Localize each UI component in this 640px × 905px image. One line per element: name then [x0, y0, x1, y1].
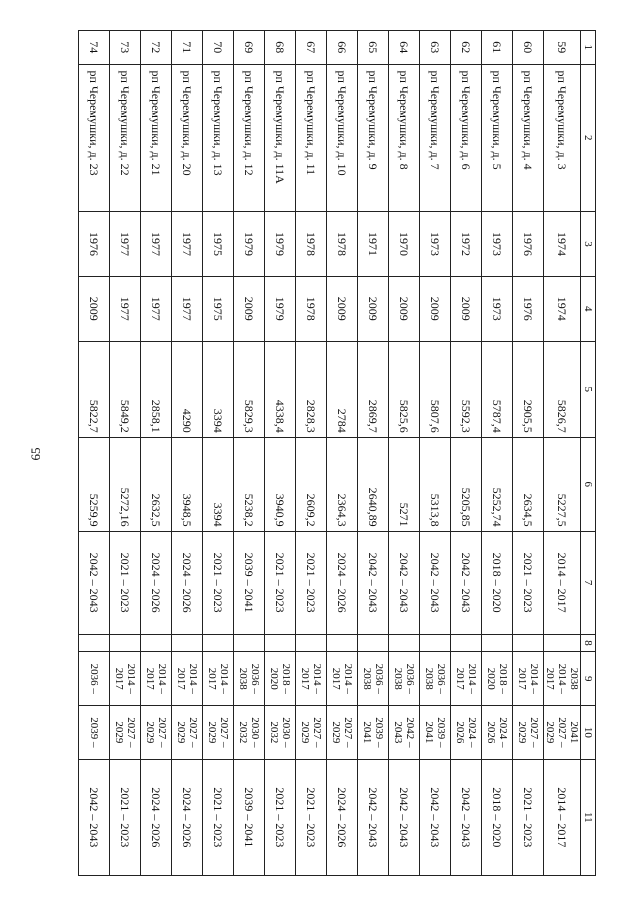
address-cell: рп Черемушки, д. 10	[327, 64, 358, 212]
column-header: 5	[581, 341, 596, 437]
period-cell	[358, 706, 389, 760]
table-row	[482, 31, 513, 876]
cell-line: 2042 –	[404, 717, 416, 748]
area-living-cell: 3394	[203, 437, 234, 531]
year-cell: 1978	[296, 276, 327, 341]
area-total-cell: 2828,3	[296, 341, 327, 437]
address-cell: рп Черемушки, д. 11А	[265, 64, 296, 212]
table-row	[141, 31, 172, 876]
period-cell	[110, 706, 141, 760]
cell-line: 2018 –	[497, 663, 509, 694]
cell-line: 2038	[423, 667, 435, 690]
empty-cell	[327, 634, 358, 652]
empty-cell	[172, 634, 203, 652]
area-total-cell: 2869,7	[358, 341, 389, 437]
column-header: 6	[581, 437, 596, 531]
row-number-cell: 65	[358, 31, 389, 65]
cell-line: 2014 –	[466, 663, 478, 694]
cell-line: 2041	[361, 721, 373, 744]
cell-line: 2029	[330, 721, 342, 744]
cell-line: 2014 –	[125, 663, 137, 694]
planned-period-cell: 2021 – 2023	[265, 759, 296, 875]
page-number: 65	[28, 447, 43, 461]
empty-cell	[110, 634, 141, 652]
period-cell	[265, 652, 296, 706]
column-number-row	[581, 31, 596, 876]
empty-cell	[265, 634, 296, 652]
column-header: 9	[581, 652, 596, 706]
period-cell	[451, 652, 482, 706]
empty-cell	[203, 634, 234, 652]
table-row	[110, 31, 141, 876]
cell-line: 2027 –	[218, 717, 230, 748]
column-header: 7	[581, 531, 596, 634]
cell-line: 2020	[485, 667, 497, 690]
cell-line: 2014 –	[556, 663, 568, 694]
empty-cell	[420, 634, 451, 652]
row-number-cell: 63	[420, 31, 451, 65]
area-living-cell: 5205,85	[451, 437, 482, 531]
address-cell: рп Черемушки, д. 11	[296, 64, 327, 212]
table-row	[544, 31, 581, 876]
year-built-cell: 1979	[234, 212, 265, 277]
empty-cell	[544, 634, 581, 652]
row-number-cell: 60	[513, 31, 544, 65]
cell-line: 2027 –	[311, 717, 323, 748]
period-cell	[79, 652, 110, 706]
empty-cell	[451, 634, 482, 652]
cell-line: 2027 –	[342, 717, 354, 748]
address-cell: рп Черемушки, д. 21	[141, 64, 172, 212]
document-table-sheet	[88, 30, 596, 876]
area-living-cell: 2364,3	[327, 437, 358, 531]
row-number-cell: 69	[234, 31, 265, 65]
area-living-cell: 5238,2	[234, 437, 265, 531]
area-total-cell: 5825,6	[389, 341, 420, 437]
planned-period-cell: 2042 – 2043	[389, 759, 420, 875]
row-number-cell: 70	[203, 31, 234, 65]
cell-line: 2027 –	[125, 717, 137, 748]
cell-line: 2036 –	[373, 663, 385, 694]
address-cell: рп Черемушки, д. 4	[513, 64, 544, 212]
year-cell: 2009	[79, 276, 110, 341]
column-header: 3	[581, 212, 596, 277]
address-cell: рп Черемушки, д. 20	[172, 64, 203, 212]
address-cell: рп Черемушки, д. 7	[420, 64, 451, 212]
empty-cell	[389, 634, 420, 652]
area-total-cell: 5787,4	[482, 341, 513, 437]
cell-line: 2027 –	[187, 717, 199, 748]
table-row	[234, 31, 265, 876]
period-cell	[482, 652, 513, 706]
period-cell	[234, 706, 265, 760]
period-cell	[234, 652, 265, 706]
column-header: 4	[581, 276, 596, 341]
period-cell	[451, 706, 482, 760]
period-cell	[389, 652, 420, 706]
year-built-cell: 1979	[265, 212, 296, 277]
repair-period-cell: 2024 – 2026	[141, 531, 172, 634]
address-cell: рп Черемушки, д. 22	[110, 64, 141, 212]
cell-line: 2039 –	[88, 717, 100, 748]
planned-period-cell: 2018 – 2020	[482, 759, 513, 875]
year-built-cell: 1970	[389, 212, 420, 277]
column-header: 11	[581, 759, 596, 875]
cell-line: 2017	[144, 667, 156, 690]
row-number-cell: 71	[172, 31, 203, 65]
cell-line: 2029	[175, 721, 187, 744]
area-total-cell: 2905,5	[513, 341, 544, 437]
year-cell: 1977	[172, 276, 203, 341]
cell-line: 2020	[268, 667, 280, 690]
empty-cell	[141, 634, 172, 652]
period-cell	[420, 652, 451, 706]
cell-line: 2017	[113, 667, 125, 690]
cell-line: 2029	[544, 721, 556, 744]
empty-cell	[513, 634, 544, 652]
period-cell	[172, 706, 203, 760]
year-built-cell: 1975	[203, 212, 234, 277]
period-cell	[327, 652, 358, 706]
cell-line: 2014 –	[218, 663, 230, 694]
cell-line: 2038	[568, 667, 580, 690]
cell-line: 2017	[454, 667, 466, 690]
period-cell	[358, 652, 389, 706]
repair-period-cell: 2039 – 2041	[234, 531, 265, 634]
repair-period-cell: 2021 – 2023	[265, 531, 296, 634]
repair-period-cell: 2042 – 2043	[451, 531, 482, 634]
table-row	[296, 31, 327, 876]
cell-line: 2030 –	[280, 717, 292, 748]
row-number-cell: 64	[389, 31, 420, 65]
year-built-cell: 1977	[110, 212, 141, 277]
address-cell: рп Черемушки, д. 9	[358, 64, 389, 212]
cell-line: 2027 –	[528, 717, 540, 748]
year-built-cell: 1977	[141, 212, 172, 277]
empty-cell	[482, 634, 513, 652]
area-living-cell: 3940,9	[265, 437, 296, 531]
cell-line: 2026	[485, 721, 497, 744]
area-living-cell: 5272,16	[110, 437, 141, 531]
area-total-cell: 4290	[172, 341, 203, 437]
period-cell	[513, 706, 544, 760]
table-row	[203, 31, 234, 876]
empty-cell	[234, 634, 265, 652]
planned-period-cell: 2014 – 2017	[544, 759, 581, 875]
cell-line: 2029	[299, 721, 311, 744]
year-built-cell: 1976	[79, 212, 110, 277]
planned-period-cell: 2024 – 2026	[141, 759, 172, 875]
period-cell	[544, 706, 581, 760]
year-built-cell: 1973	[482, 212, 513, 277]
year-cell: 2009	[234, 276, 265, 341]
year-cell: 1979	[265, 276, 296, 341]
period-cell	[265, 706, 296, 760]
cell-line: 2038	[237, 667, 249, 690]
row-number-cell: 61	[482, 31, 513, 65]
address-cell: рп Черемушки, д. 3	[544, 64, 581, 212]
address-cell: рп Черемушки, д. 12	[234, 64, 265, 212]
table-row	[327, 31, 358, 876]
repair-period-cell: 2021 – 2023	[296, 531, 327, 634]
area-living-cell: 5252,74	[482, 437, 513, 531]
period-cell	[203, 652, 234, 706]
planned-period-cell: 2042 – 2043	[358, 759, 389, 875]
row-number-cell: 72	[141, 31, 172, 65]
area-living-cell: 2632,5	[141, 437, 172, 531]
repair-period-cell: 2021 – 2023	[203, 531, 234, 634]
period-cell	[389, 706, 420, 760]
cell-line: 2036 –	[249, 663, 261, 694]
address-cell: рп Черемушки, д. 13	[203, 64, 234, 212]
year-built-cell: 1973	[420, 212, 451, 277]
cell-line: 2017	[544, 667, 556, 690]
period-cell	[141, 706, 172, 760]
cell-line: 2036 –	[404, 663, 416, 694]
year-built-cell: 1978	[327, 212, 358, 277]
row-number-cell: 74	[79, 31, 110, 65]
table-row	[265, 31, 296, 876]
cell-line: 2041	[568, 721, 580, 744]
row-number-cell: 73	[110, 31, 141, 65]
cell-line: 2024 –	[466, 717, 478, 748]
planned-period-cell: 2021 – 2023	[296, 759, 327, 875]
year-cell: 2009	[451, 276, 482, 341]
area-living-cell: 5259,9	[79, 437, 110, 531]
cell-line: 2041	[423, 721, 435, 744]
cell-line: 2029	[113, 721, 125, 744]
cell-line: 2038	[392, 667, 404, 690]
cell-line: 2036 –	[88, 663, 100, 694]
area-total-cell: 4338,4	[265, 341, 296, 437]
row-number-cell: 66	[327, 31, 358, 65]
year-built-cell: 1978	[296, 212, 327, 277]
cell-line: 2017	[206, 667, 218, 690]
repair-period-cell: 2042 – 2043	[420, 531, 451, 634]
period-cell	[172, 652, 203, 706]
row-number-cell: 59	[544, 31, 581, 65]
address-cell: рп Черемушки, д. 8	[389, 64, 420, 212]
empty-cell	[296, 634, 327, 652]
cell-line: 2014 –	[156, 663, 168, 694]
period-cell	[203, 706, 234, 760]
cell-line: 2024 –	[497, 717, 509, 748]
area-living-cell: 3948,5	[172, 437, 203, 531]
area-living-cell: 2640,89	[358, 437, 389, 531]
table-row	[451, 31, 482, 876]
period-cell	[296, 652, 327, 706]
area-living-cell: 5271	[389, 437, 420, 531]
cell-line: 2017	[175, 667, 187, 690]
table-row	[420, 31, 451, 876]
repair-period-cell: 2014 – 2017	[544, 531, 581, 634]
year-cell: 2009	[389, 276, 420, 341]
period-cell	[420, 706, 451, 760]
area-living-cell: 2634,5	[513, 437, 544, 531]
area-total-cell: 5826,7	[544, 341, 581, 437]
period-cell	[544, 652, 581, 706]
column-header: 2	[581, 64, 596, 212]
column-header: 10	[581, 706, 596, 760]
cell-line: 2017	[516, 667, 528, 690]
cell-line: 2039 –	[435, 717, 447, 748]
row-number-cell: 68	[265, 31, 296, 65]
table-row	[79, 31, 110, 876]
planned-period-cell: 2039 – 2041	[234, 759, 265, 875]
repair-period-cell: 2024 – 2026	[172, 531, 203, 634]
year-cell: 1973	[482, 276, 513, 341]
period-cell	[482, 706, 513, 760]
address-cell: рп Черемушки, д. 5	[482, 64, 513, 212]
year-cell: 1974	[544, 276, 581, 341]
row-number-cell: 62	[451, 31, 482, 65]
cell-line: 2036 –	[435, 663, 447, 694]
planned-period-cell: 2021 – 2023	[203, 759, 234, 875]
area-living-cell: 5227,5	[544, 437, 581, 531]
year-built-cell: 1971	[358, 212, 389, 277]
period-cell	[296, 706, 327, 760]
year-cell: 2009	[420, 276, 451, 341]
area-total-cell: 2784	[327, 341, 358, 437]
year-built-cell: 1977	[172, 212, 203, 277]
planned-period-cell: 2024 – 2026	[172, 759, 203, 875]
area-total-cell: 5592,3	[451, 341, 482, 437]
cell-line: 2030 –	[249, 717, 261, 748]
planned-period-cell: 2021 – 2023	[513, 759, 544, 875]
period-cell	[141, 652, 172, 706]
cell-line: 2039 –	[373, 717, 385, 748]
area-total-cell: 5849,2	[110, 341, 141, 437]
year-cell: 1976	[513, 276, 544, 341]
repair-period-cell: 2021 – 2023	[513, 531, 544, 634]
repair-period-cell: 2042 – 2043	[358, 531, 389, 634]
area-living-cell: 2609,2	[296, 437, 327, 531]
empty-cell	[358, 634, 389, 652]
repair-period-cell: 2021 – 2023	[110, 531, 141, 634]
period-cell	[79, 706, 110, 760]
row-number-cell: 67	[296, 31, 327, 65]
cell-line: 2014 –	[528, 663, 540, 694]
address-cell: рп Черемушки, д. 23	[79, 64, 110, 212]
cell-line: 2029	[144, 721, 156, 744]
year-cell: 1977	[141, 276, 172, 341]
area-total-cell: 5829,3	[234, 341, 265, 437]
year-built-cell: 1974	[544, 212, 581, 277]
cell-line: 2029	[206, 721, 218, 744]
address-cell: рп Черемушки, д. 6	[451, 64, 482, 212]
area-living-cell: 5313,8	[420, 437, 451, 531]
cell-line: 2032	[237, 721, 249, 744]
cell-line: 2014 –	[311, 663, 323, 694]
table-row	[172, 31, 203, 876]
year-cell: 2009	[327, 276, 358, 341]
column-header: 1	[581, 31, 596, 65]
planned-period-cell: 2042 – 2043	[420, 759, 451, 875]
cell-line: 2026	[454, 721, 466, 744]
area-total-cell: 2858,1	[141, 341, 172, 437]
cell-line: 2027 –	[556, 717, 568, 748]
period-cell	[513, 652, 544, 706]
column-header: 8	[581, 634, 596, 652]
year-built-cell: 1972	[451, 212, 482, 277]
cell-line: 2038	[361, 667, 373, 690]
repair-period-cell: 2018 – 2020	[482, 531, 513, 634]
cell-line: 2017	[299, 667, 311, 690]
year-cell: 2009	[358, 276, 389, 341]
area-total-cell: 5807,6	[420, 341, 451, 437]
repair-period-cell: 2024 – 2026	[327, 531, 358, 634]
planned-period-cell: 2024 – 2026	[327, 759, 358, 875]
table-row	[358, 31, 389, 876]
cell-line: 2032	[268, 721, 280, 744]
cell-line: 2029	[516, 721, 528, 744]
cell-line: 2018 –	[280, 663, 292, 694]
planned-period-cell: 2042 – 2043	[79, 759, 110, 875]
year-cell: 1975	[203, 276, 234, 341]
table-row	[513, 31, 544, 876]
repair-period-cell: 2042 – 2043	[389, 531, 420, 634]
empty-cell	[79, 634, 110, 652]
housing-repair-table	[78, 30, 596, 876]
cell-line: 2043	[392, 721, 404, 744]
area-total-cell: 5822,7	[79, 341, 110, 437]
table-row	[389, 31, 420, 876]
cell-line: 2014 –	[187, 663, 199, 694]
period-cell	[327, 706, 358, 760]
area-total-cell: 3394	[203, 341, 234, 437]
planned-period-cell: 2021 – 2023	[110, 759, 141, 875]
period-cell	[110, 652, 141, 706]
cell-line: 2027 –	[156, 717, 168, 748]
planned-period-cell: 2042 – 2043	[451, 759, 482, 875]
cell-line: 2017	[330, 667, 342, 690]
repair-period-cell: 2042 – 2043	[79, 531, 110, 634]
year-built-cell: 1976	[513, 212, 544, 277]
year-cell: 1977	[110, 276, 141, 341]
cell-line: 2014 –	[342, 663, 354, 694]
